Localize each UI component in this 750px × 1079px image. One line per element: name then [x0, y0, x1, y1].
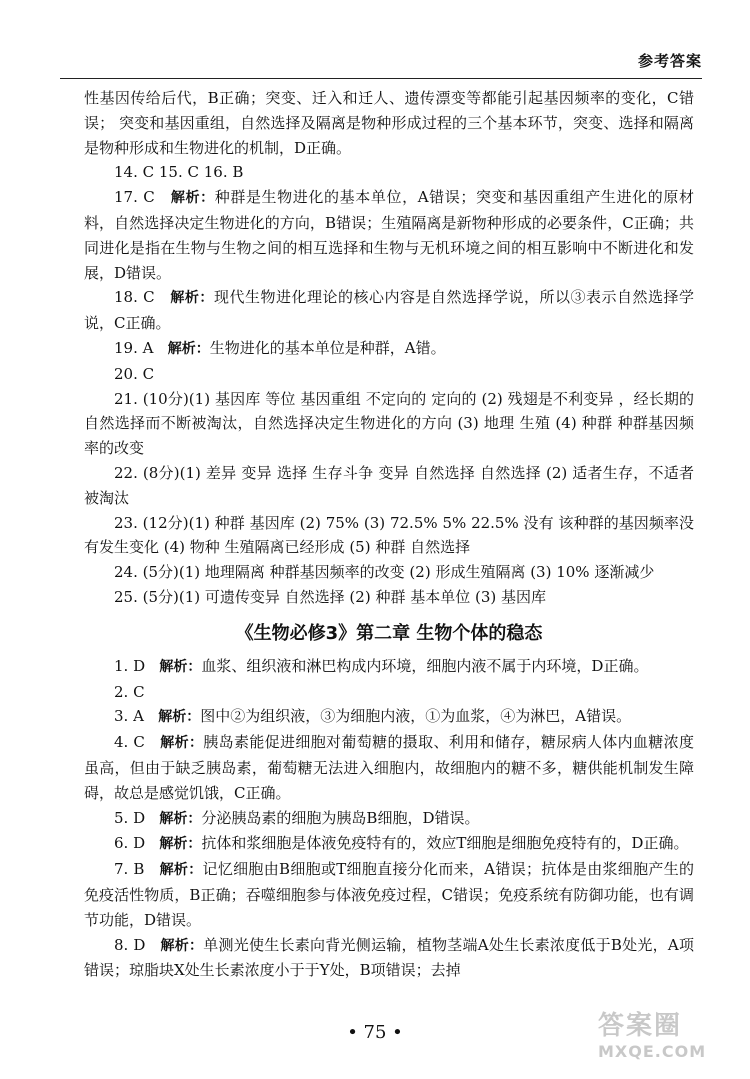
answer-b8-text: 单测光使生长素向背光侧运输，植物茎端A处生长素浓度低于B处光，A项错误；琼脂块X处生长素浓度小于于Y处，B项错误；去掉: [84, 935, 694, 980]
analysis-label: 解析：: [158, 709, 201, 726]
answer-content: [84, 86, 694, 983]
answer-25: 25. (5分)(1) 可遗传变异 自然选择 (2) 种群 基本单位 (3) 基因库: [114, 587, 546, 606]
header-label: 参考答案: [637, 52, 702, 70]
answer-18-number: 18. C: [114, 288, 155, 307]
answer-b5-number: 5. D: [114, 808, 146, 827]
analysis-label: 解析：: [170, 190, 215, 207]
answer-b5: [84, 806, 694, 832]
answer-b8: [84, 933, 694, 984]
answer-b7-text: 记忆细胞由B细胞或T细胞直接分化而来，A错误；抗体是由浆细胞产生的免疫活性物质，B正确；吞噬细胞参与体液免疫过程，C错误；免疫系统有防御功能，也有调节功能，D错误。: [84, 860, 694, 929]
watermark-logo: [598, 1005, 738, 1065]
analysis-label: 解析：: [159, 658, 202, 675]
continued-paragraph: 性基因传给后代，B正确；突变、迁入和迁人、遗传漂变等都能引起基因频率的变化，C错误； 突变和基因重组，自然选择及隔离是物种形成过程的三个基本环节，突变、选择和隔离是物种形成和生物进化的机制，D正确。: [84, 89, 694, 157]
answer-b1: [84, 654, 694, 680]
answer-24: 24. (5分)(1) 地理隔离 种群基因频率的改变 (2) 形成生殖隔离 (3) 10% 逐渐减少: [114, 563, 655, 582]
answer-b4-number: 4. C: [114, 733, 145, 752]
answer-23: 23. (12分)(1) 种群 基因库 (2) 75% (3) 72.5% 5% 22.5% 没有 该种群的基因频率没有发生变化 (4) 物种 生殖隔离已经形成 (5) 种群 自然选择: [84, 513, 694, 557]
answer-b6: [84, 831, 694, 857]
answer-18-text: 现代生物进化理论的核心内容是自然选择学说，所以③表示自然选择学说，C正确。: [84, 288, 694, 333]
answer-17-text: 种群是生物进化的基本单位，A错误；突变和基因重组产生进化的原材料，自然选择决定生物进化的方向，B错误；生殖隔离是新物种形成的必要条件，C正确；共同进化是指在生物与生物之间的相互选择和生物与无机环境之间的相互影响中不断进化和发展，D错误。: [84, 188, 694, 282]
analysis-label: 解析：: [170, 290, 214, 307]
answer-20: 20. C: [114, 364, 155, 383]
answer-b3-text: 图中②为组织液，③为细胞内液，①为血浆，④为淋巴，A错误。: [200, 707, 632, 726]
answer-b7-number: 7. B: [114, 860, 145, 879]
watermark-bottom-text: MXQE.COM: [598, 1042, 707, 1061]
answer-b8-number: 8. D: [114, 935, 146, 954]
watermark-top-text: 答案圈: [598, 1011, 683, 1041]
answer-19: [84, 336, 694, 362]
answer-14-16: 14. C 15. C 16. B: [114, 163, 244, 182]
analysis-label: 解析：: [160, 937, 204, 954]
answer-b3: [84, 704, 694, 730]
answer-b1-text: 血浆、组织液和淋巴构成内环境，细胞内液不属于内环境，D正确。: [201, 656, 649, 675]
answer-17-number: 17. C: [114, 188, 155, 207]
answer-22: 22. (8分)(1) 差异 变异 选择 生存斗争 变异 自然选择 自然选择 (2) 适者生存，不适者被淘汰: [84, 463, 694, 507]
answer-19-number: 19. A: [114, 338, 154, 357]
analysis-label: 解析：: [159, 836, 202, 853]
answer-19-text: 生物进化的基本单位是种群，A错。: [209, 338, 446, 357]
answer-b4-text: 胰岛素能促进细胞对葡萄糖的摄取、利用和储存，糖尿病人体内血糖浓度虽高，但由于缺乏胰岛素，葡萄糖无法进入细胞内，故细胞内的糖不多，糖供能机制发生障碍，故总是感觉饥饿，C正确。: [84, 733, 694, 802]
answer-b4: [84, 730, 694, 805]
answer-b6-text: 抗体和浆细胞是体液免疫特有的，效应T细胞是细胞免疫特有的，D正确。: [201, 834, 689, 853]
analysis-label: 解析：: [160, 735, 204, 752]
answer-17: [84, 185, 694, 285]
answer-b5-text: 分泌胰岛素的细胞为胰岛B细胞，D错误。: [201, 808, 480, 827]
answer-b1-number: 1. D: [114, 656, 146, 675]
analysis-label: 解析：: [159, 862, 203, 879]
answer-18: [84, 285, 694, 336]
section-title: 《生物必修3》第二章 生物个体的稳态: [235, 622, 543, 644]
page-header: [60, 48, 702, 79]
analysis-label: 解析：: [159, 810, 202, 827]
answer-b6-number: 6. D: [114, 834, 146, 853]
answer-b7: [84, 857, 694, 932]
answer-b2: 2. C: [114, 682, 145, 701]
analysis-label: 解析：: [167, 340, 210, 357]
answer-21: 21. (10分)(1) 基因库 等位 基因重组 不定向的 定向的 (2) 残翅是不利变异 ，经长期的自然选择而不断被淘汰，自然选择决定生物进化的方向 (3) 地理 生殖 (4) 种群 种群基因频率的改变: [84, 389, 694, 458]
answer-b3-number: 3. A: [114, 707, 144, 726]
page-number: • 75 •: [347, 1022, 403, 1043]
